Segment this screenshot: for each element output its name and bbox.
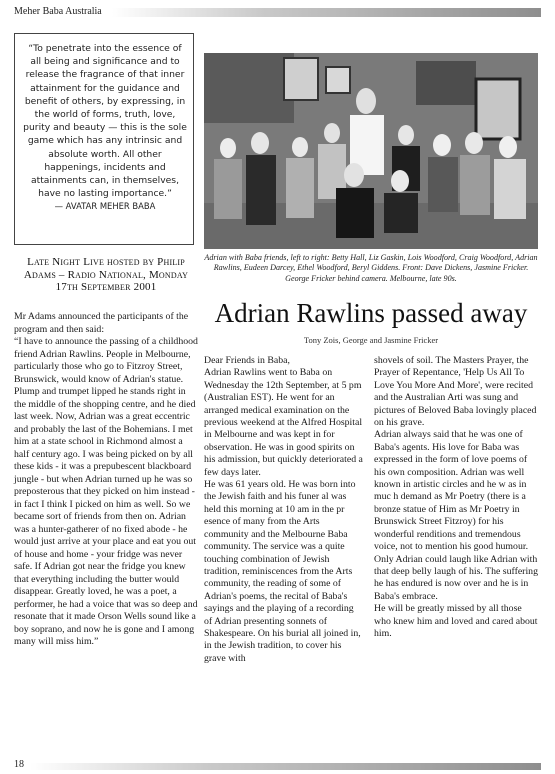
side-article-paragraph: Mr Adams announced the participants of the program and then said:: [14, 311, 189, 335]
quote-box: [14, 33, 194, 245]
side-article-paragraph: “I have to announce the passing of a childhood friend Adrian Rawlins. People in Melbourne, particularly those who go to Fitzroy Street, Brunswick, would know of Adrian's statue. Plump and trumpet lipped he stands right in the middle of the shopping centre, and he died last week. Now, Adrian was a great eccentric and probably the last of the Bohemians. I met him at a state school in Richmond almost a half century ago. I was being picked on by all these kids - it was a prepubescent blackboard jungle - but when Adrian turned up he was so preposterous that they picked on him instead - in fact I think I picked on him as well. So we became sort of friends from then on. Adrian was a hunter-gatherer of no fixed abode - he would just arrive at your place and eat you out of house and home - your fridge was never safe. If Adrian got near the fridge you knew that everything including the butter would disappear. Greatly loved, he was a poet, a performer, he had a voice that was so deep and resonate that it made Orson Wells sound like a boy soprano, and now he is gone and I among many will miss him.”: [14, 336, 198, 647]
photo-caption: Adrian with Baba friends, left to right: Betty Hall, Liz Gaskin, Lois Woodford, Craig Woodford, Adrian Rawlins, Eudeen Darcey, Ethel Woodford, Beryl Giddens. Front: Dave Dickens, Jasmine Fricker. George Fricker behind camera. Melbourne, late 90s.: [204, 253, 538, 283]
quote-text: “To penetrate into the essence of all being and significance and to release the fragrance of that inner attainment for the guidance and benefit of others, by expressing, in the world of forms, truth, love, purity and beauty — this is the sole game which has any intrinsic and absolute worth. All other happenings, incidents and attainments can, in themselves, have no lasting importance.”: [23, 43, 187, 200]
side-article-body: [14, 311, 198, 649]
footer-rule: [30, 763, 541, 770]
quote-attribution: — AVATAR MEHER BABA: [54, 201, 156, 212]
article-paragraph: Dear Friends in Baba,: [204, 355, 290, 366]
article-byline: Tony Zois, George and Jasmine Fricker: [303, 335, 439, 345]
article-paragraph: Adrian Rawlins went to Baba on Wednesday the 12th September, at 5 pm (Australian EST). He went for an arranged medical examination on the previous weekend at the Alfred Hospital in Melbourne and was kept in for observation. He was in good spirits on his admission, but quickly deteriorated a few days later.: [204, 367, 363, 478]
article-title: Adrian Rawlins passed away: [214, 298, 528, 328]
side-article-heading: Late Night Live hosted by Philip Adams – Radio National, Monday 17th September 2001: [23, 256, 189, 293]
article-paragraph: He was 61 years old. He was born into the Jewish faith and his funer al was held this morning at 10 am in the pr esence of many from the Arts community and the Melbourne Baba community. The service was a quite touching combination of Jewish tradition, reminiscences from the Arts community, the reading of some of Adrian's poems, the recital of Baba's sayings and the playing of a recording of Adrian presenting sonnets of Shakespeare. On his burial all joined in, in the Jewish tradition, to cover his grave with: [204, 479, 361, 664]
group-photo: [204, 53, 538, 249]
article-paragraph: He will be greatly missed by all those who knew him and loved and cared about him.: [374, 603, 538, 639]
article-paragraph: shovels of soil. The Masters Prayer, the Prayer of Repentance, 'Help Us All To Love You More And More', were recited and the Australian Arti was sung and pictures of Beloved Baba lovingly placed on his grave.: [374, 355, 537, 429]
publication-name: Meher Baba Australia: [14, 6, 102, 17]
article-paragraph: Adrian always said that he was one of Baba's agents. His love for Baba was expressed in the form of love poems of his own composition. Adrian was well known in artistic circles and he w as in muc h demand as Mr Poetry (there is a bronze statue of Him as Mr Poetry in Brunswick Street Fitzroy) for his wonderful renditions and tremendous voice, not to mention his good humour. Only Adrian could laugh like Adrian with that deep belly laugh of his. The suffering he has endured is now over and he is in Baba's embrace.: [374, 429, 538, 602]
page-number: 18: [14, 759, 24, 770]
article-column-1: [204, 355, 364, 665]
header-rule: [112, 8, 541, 17]
article-column-2: [374, 355, 538, 640]
